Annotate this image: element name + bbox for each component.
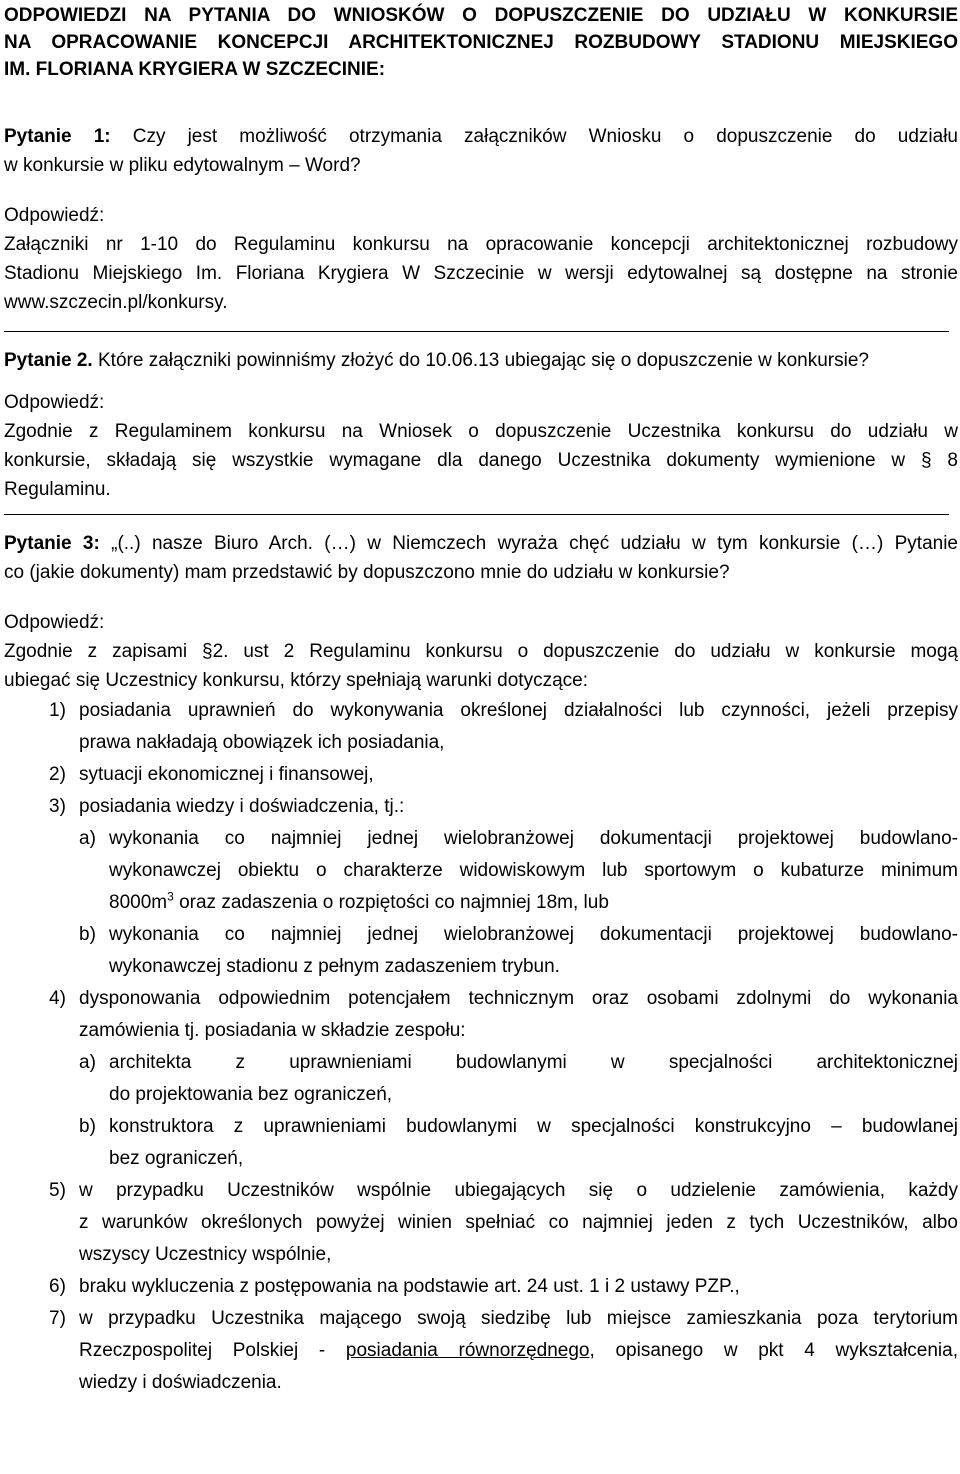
document-page (4, 2, 958, 1399)
list-item: 5) w przypadku Uczestników wspólnie ubiegających się o udzielenie zamówienia, każdy z warunków określonych powyżej winien spełniać co najmniej jeden z tych Uczestników, albo wszyscy Uczestnicy wspólnie, (49, 1180, 958, 1265)
sublist-item: a) wykonania co najmniej jednej wielobranżowej dokumentacji projektowej budowlano- wykonawczej obiektu o charakterze widowiskowym lub sportowym o kubaturze minimum $8000m^3$ oraz zadaszenia o rozpiętości co najmniej 18m, lub (79, 828, 958, 913)
answer-3 (4, 637, 958, 695)
answer-1 (4, 230, 958, 317)
answer-1-label: Odpowiedź: (4, 205, 105, 226)
answer-1-line-1: Załączniki nr 1-10 do Regulaminu konkursu na opracowanie koncepcji architektonicznej rozbudowy (4, 234, 958, 255)
answer-3-line-2: ubiegać się Uczestnicy konkursu, którzy spełniają warunki dotyczące: (4, 670, 588, 691)
question-3-text-line-1: „(..) nasze Biuro Arch. (…) w Niemczech wyraża chęć udziału w tym konkursie (…) Pytanie (99, 533, 958, 554)
question-3 (4, 529, 958, 587)
question-1 (4, 122, 958, 180)
question-1-text-line-2: w konkursie w pliku edytowalnym – Word? (4, 155, 361, 176)
title-line-3: IM. FLORIANA KRYGIERA W SZCZECINIE: (4, 59, 386, 80)
answer-1-line-2: Stadionu Miejskiego Im. Floriana Krygiera W Szczecinie w wersji edytowalnej są dostępne na stronie (4, 263, 958, 284)
answer-1-link[interactable]: www.szczecin.pl/konkursy. (4, 292, 228, 313)
answer-2-line-1: Zgodnie z Regulaminem konkursu na Wniosek o dopuszczenie Uczestnika konkursu do udziału w (4, 421, 958, 442)
sublist-knowledge (79, 823, 958, 983)
list-item: 7) w przypadku Uczestnika mającego swoją siedzibę lub miejsce zamieszkania poza terytorium Rzeczpospolitej Polskiej - posiadania równorzędnego, opisanego w pkt 4 wykształcenia, wiedzy i doświadczenia. (49, 1308, 958, 1393)
question-3-label: Pytanie 3: (4, 533, 100, 554)
question-3-text-line-2: co (jakie dokumenty) mam przedstawić by dopuszczono mnie do udziału w konkursie? (4, 562, 730, 583)
question-2 (4, 346, 958, 375)
answer-2 (4, 417, 958, 504)
sublist-item: b) wykonania co najmniej jednej wielobranżowej dokumentacji projektowej budowlano- wykonawczej stadionu z pełnym zadaszeniem trybun. (79, 924, 958, 977)
question-2-label: Pytanie 2. (4, 350, 93, 371)
list-item: 4) dysponowania odpowiednim potencjałem technicznym oraz osobami zdolnymi do wykonania zamówienia tj. posiadania w składzie zespołu: a) architekta z uprawnieniami budowlanymi w specjalności architektonicznej do projektowania bez ograniczeń, b) konstruktora z uprawnieniami budowlanymi w specjalności konstrukcyjno – budowlanej bez ograniczeń, (4, 983, 958, 1175)
sublist-item: b) konstruktora z uprawnieniami budowlanymi w specjalności konstrukcyjno – budowlanej bez ograniczeń, (79, 1116, 958, 1169)
separator-2 (4, 514, 949, 515)
answer-2-line-3: Regulaminu. (4, 479, 111, 500)
answer-3-line-1: Zgodnie z zapisami §2. ust 2 Regulaminu konkursu o dopuszczenie do udziału w konkursie mogą (4, 641, 958, 662)
list-item: 1) posiadania uprawnień do wykonywania określonej działalności lub czynności, jeżeli przepisy prawa nakładają obowiązek ich posiadania, (49, 700, 958, 753)
conditions-list (4, 695, 958, 1399)
question-1-label: Pytanie 1: (4, 126, 111, 147)
sublist-item: a) architekta z uprawnieniami budowlanymi w specjalności architektonicznej do projektowania bez ograniczeń, (79, 1052, 958, 1105)
question-1-text-line-1: Czy jest możliwość otrzymania załączników Wniosku o dopuszczenie do udziału (110, 126, 958, 147)
list-item: 2) sytuacji ekonomicznej i finansowej, (49, 764, 374, 785)
title-line-1: ODPOWIEDZI NA PYTANIA DO WNIOSKÓW O DOPUSZCZENIE DO UDZIAŁU W KONKURSIE (4, 5, 958, 26)
underlined-phrase: posiadania równorzędnego (345, 1340, 590, 1361)
question-2-text: Które załączniki powinniśmy złożyć do 10.06.13 ubiegając się o dopuszczenie w konkursie? (92, 350, 869, 371)
sublist-team (79, 1047, 958, 1175)
list-item: 3) posiadania wiedzy i doświadczenia, tj.: a) wykonania co najmniej jednej wielobranżowej dokumentacji projektowej budowlano- wykonawczej obiektu o charakterze widowiskowym lub sportowym o kubaturze minimum $8000m^3$ oraz zadaszenia o rozpiętości co najmniej 18m, lub b) wykonania co najmniej jednej wielobranżowej dokumentacji projektowej budowlano- wykonawczej stadionu z pełnym zadaszeniem trybun. (4, 791, 958, 983)
answer-3-label: Odpowiedź: (4, 612, 105, 633)
answer-2-label: Odpowiedź: (4, 392, 105, 413)
title-line-2: NA OPRACOWANIE KONCEPCJI ARCHITEKTONICZNEJ ROZBUDOWY STADIONU MIEJSKIEGO (4, 32, 958, 53)
answer-2-line-2: konkursie, składają się wszystkie wymagane dla danego Uczestnika dokumenty wymienione w § 8 (4, 450, 958, 471)
document-title (4, 2, 958, 83)
separator-1 (4, 331, 949, 332)
list-item: 6) braku wykluczenia z postępowania na podstawie art. 24 ust. 1 i 2 ustawy PZP., (49, 1276, 740, 1297)
